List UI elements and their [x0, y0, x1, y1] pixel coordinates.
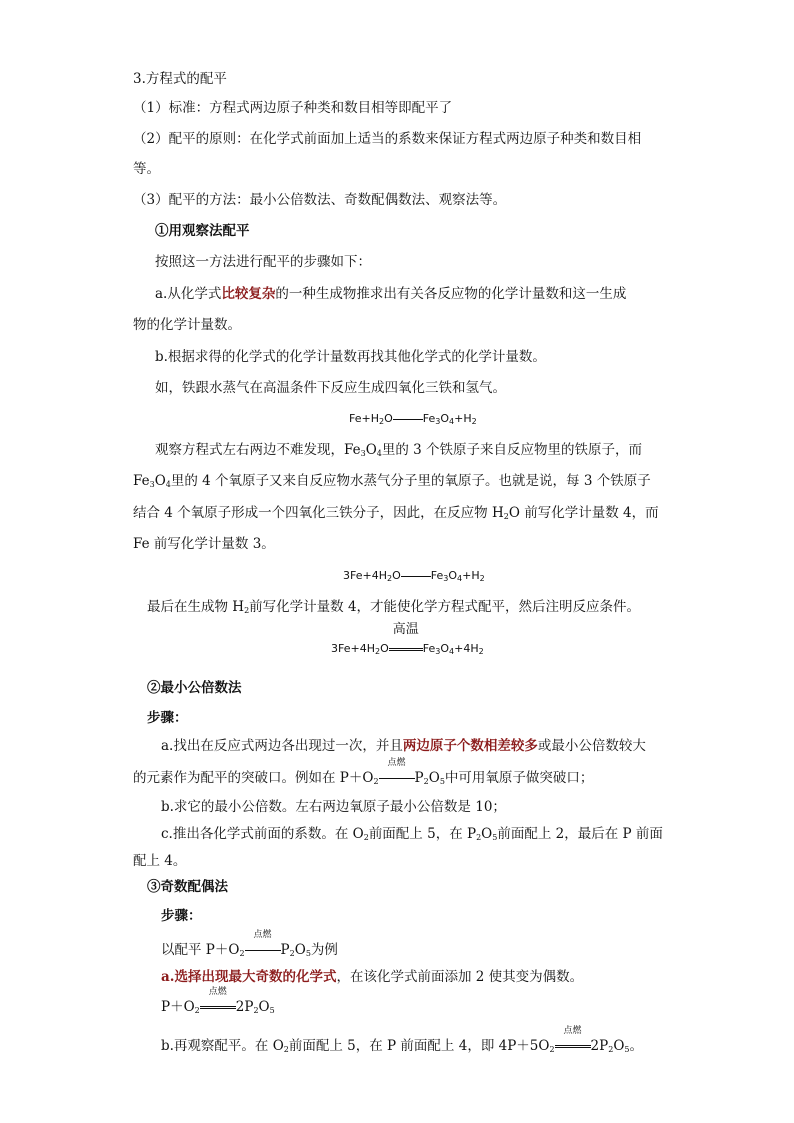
lcm-step-b: b.求它的最小公倍数。左右两边氧原子最小公倍数是 10； [161, 799, 506, 815]
observe-explain-3: 结合 4 个氧原子形成一个四氧化三铁分子，因此，在反应物 $H_2O$ 前写化学计量数 4，而 [133, 505, 659, 521]
lcm-steps: 步骤： [147, 710, 188, 726]
oddeven-eq-a: $P+O_2$ 点燃 $2P_2O_5$ [161, 987, 275, 1015]
observe-heading: ①用观察法配平 [155, 223, 250, 239]
observe-step-a [155, 285, 626, 303]
oddeven-step-a: a.选择出现最大奇数的化学式，在该化学式前面添加 2 使其变为偶数。 [161, 969, 584, 985]
observe-intro: 按照这一方法进行配平的步骤如下： [155, 254, 371, 270]
lcm-step-a-cont: 的元素作为配平的突破口。例如在 $P+O_2$ 点燃 $P_2O_5$中可用氧原子做突破口； [133, 758, 594, 786]
observe-step-a-post: 的一种生成物推求出有关各反应物的化学计量数和这一生成 [275, 286, 627, 302]
condition-high-temp: 高温 [392, 622, 419, 637]
paragraph-standard: （1）标准：方程式两边原子种类和数目相等即配平了 [133, 100, 453, 116]
observe-step-a-cont: 物的化学计量数。 [133, 317, 241, 333]
observe-explain-1: 观察方程式左右两边不难发现，$Fe_3O_4$里的 3 个铁原子来自反应物里的铁原子，而 [155, 442, 643, 458]
observe-step-b: b.根据求得的化学式的化学计量数再找其他化学式的化学计量数。 [155, 349, 546, 365]
equation-partial: $3Fe+4H_2O$ $Fe_3O_4+H_2$ [343, 569, 485, 583]
paragraph-principle-cont: 等。 [133, 161, 160, 177]
observe-explain-4: Fe 前写化学计量数 3。 [133, 536, 275, 552]
lcm-step-c-cont: 配上 4。 [133, 853, 187, 869]
lcm-step-c: c.推出各化学式前面的系数。在 $O_2$前面配上 5，在 $P_2O_5$前面配上 2，最后在 P 前面 [161, 826, 663, 842]
observe-final: 最后在生成物 $H_2$前写化学计量数 4，才能使化学方程式配平，然后注明反应条件。 [147, 599, 641, 615]
paragraph-methods: （3）配平的方法：最小公倍数法、奇数配偶数法、观察法等。 [133, 192, 507, 208]
oddeven-step-b: b.再观察配平。在 $O_2$前面配上 5，在 P 前面配上 4，即 $4P+5O_2$ 点燃 $2P_2O_5$。 [161, 1026, 643, 1054]
oddeven-example: 以配平 $P+O_2$ 点燃 $P_2O_5$为例 [161, 930, 338, 958]
section-title: 3.方程式的配平 [133, 71, 227, 87]
lcm-heading: ②最小公倍数法 [147, 680, 242, 696]
paragraph-principle: （2）配平的原则：在化学式前面加上适当的系数来保证方程式两边原子种类和数目相 [133, 131, 642, 147]
lcm-step-a-highlight: 两边原子个数相差较多 [402, 738, 538, 754]
equation-unbalanced: $Fe+H_2O$ $Fe_3O_4+H_2$ [349, 412, 477, 426]
lcm-step-a: a.找出在反应式两边各出现过一次，并且两边原子个数相差较多或最小公倍数较大 [161, 738, 646, 754]
observe-explain-2: $Fe_3O_4$里的 4 个氧原子又来自反应物水蒸气分子里的氧原子。也就是说，每 3 个铁原子 [133, 473, 651, 489]
oddeven-steps: 步骤： [161, 908, 202, 924]
oddeven-heading: ③奇数配偶法 [147, 879, 228, 895]
equation-balanced: $3Fe+4H_2O$ 高温 $Fe_3O_4+4H_2$ [331, 622, 484, 656]
oddeven-step-a-highlight: a.选择出现最大奇数的化学式 [161, 969, 337, 985]
observe-step-a-pre: a.从化学式 [155, 286, 222, 302]
observe-step-a-highlight: 比较复杂 [221, 286, 276, 302]
observe-example: 如，铁跟水蒸气在高温条件下反应生成四氧化三铁和氢气。 [155, 380, 506, 396]
